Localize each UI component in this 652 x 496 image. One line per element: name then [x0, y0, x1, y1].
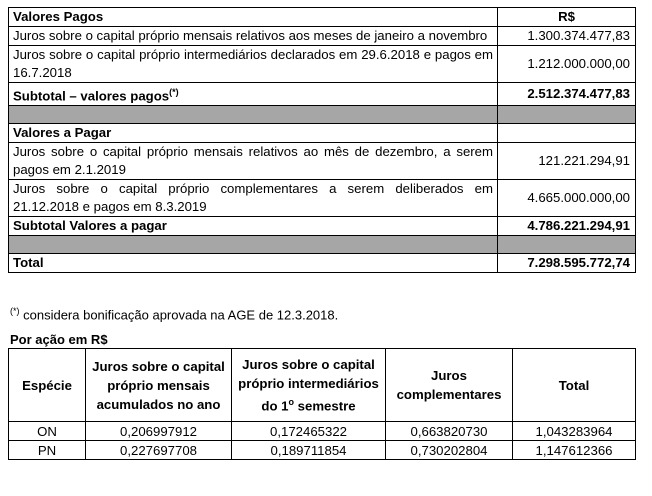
per-share-table	[8, 348, 636, 460]
cell-intermediarios: 0,172465322	[232, 422, 386, 441]
header-intermediarios-suffix: semestre	[294, 398, 356, 414]
table-row	[9, 27, 636, 46]
row-description: Juros sobre o capital próprio intermediários declarados em 29.6.2018 e pagos em 16.7.2018	[9, 46, 498, 83]
subtotal-pagos-value: 2.512.374.477,83	[498, 83, 636, 106]
footnote-text: considera bonificação aprovada na AGE de 12.3.2018.	[19, 307, 339, 323]
separator-cell	[498, 106, 636, 124]
table-row	[9, 441, 636, 460]
subtotal-pagos-row	[9, 83, 636, 106]
cell-intermediarios: 0,189711854	[232, 441, 386, 460]
separator-cell	[9, 106, 498, 124]
currency-header: R$	[498, 8, 636, 27]
per-share-title: Por ação em R$	[10, 332, 108, 347]
cell-complementares: 0,663820730	[386, 422, 513, 441]
valores-a-pagar-header-row	[9, 124, 636, 143]
subtotal-pagos-label-cell	[9, 83, 498, 106]
row-description: Juros sobre o capital próprio complementares a serem deliberados em 21.12.2018 e pagos em 8.3.2019	[9, 180, 498, 217]
separator-row	[9, 236, 636, 254]
footnote-marker: (*)	[10, 306, 20, 316]
total-value: 7.298.595.772,74	[498, 254, 636, 273]
subtotal-a-pagar-row	[9, 217, 636, 236]
empty-cell	[498, 124, 636, 143]
header-mensais: Juros sobre o capital próprio mensais acumulados no ano	[86, 349, 232, 422]
row-value: 4.665.000.000,00	[498, 180, 636, 217]
ordinal-indicator: o	[288, 396, 294, 407]
subtotal-a-pagar-value: 4.786.221.294,91	[498, 217, 636, 236]
total-row	[9, 254, 636, 273]
header-intermediarios-text: Juros sobre o capital próprio intermediários do 1	[238, 356, 379, 414]
cell-mensais: 0,227697708	[86, 441, 232, 460]
juros-summary-table	[8, 7, 636, 273]
valores-pagos-heading: Valores Pagos	[9, 8, 498, 27]
row-description: Juros sobre o capital próprio mensais relativos aos meses de janeiro a novembro	[9, 27, 498, 46]
footnote-marker: (*)	[169, 87, 179, 97]
subtotal-a-pagar-label: Subtotal Valores a pagar	[9, 217, 498, 236]
separator-cell	[9, 236, 498, 254]
table-row	[9, 143, 636, 180]
row-value: 1.212.000.000,00	[498, 46, 636, 83]
cell-total: 1,147612366	[513, 441, 636, 460]
header-total: Total	[513, 349, 636, 422]
subtotal-pagos-label: Subtotal – valores pagos	[13, 88, 170, 104]
per-share-header-row	[9, 349, 636, 422]
total-label: Total	[9, 254, 498, 273]
valores-pagos-header-row	[9, 8, 636, 27]
separator-cell	[498, 236, 636, 254]
cell-mensais: 0,206997912	[86, 422, 232, 441]
row-value: 121.221.294,91	[498, 143, 636, 180]
cell-especie: PN	[9, 441, 86, 460]
header-complementares: Juros complementares	[386, 349, 513, 422]
footnote	[10, 306, 338, 322]
row-value: 1.300.374.477,83	[498, 27, 636, 46]
cell-total: 1,043283964	[513, 422, 636, 441]
row-description: Juros sobre o capital próprio mensais relativos ao mês de dezembro, a serem pagos em 2.1.2019	[9, 143, 498, 180]
table-row	[9, 180, 636, 217]
valores-a-pagar-heading: Valores a Pagar	[9, 124, 498, 143]
cell-complementares: 0,730202804	[386, 441, 513, 460]
cell-especie: ON	[9, 422, 86, 441]
table-row	[9, 422, 636, 441]
separator-row	[9, 106, 636, 124]
header-especie: Espécie	[9, 349, 86, 422]
header-intermediarios	[232, 349, 386, 422]
table-row	[9, 46, 636, 83]
